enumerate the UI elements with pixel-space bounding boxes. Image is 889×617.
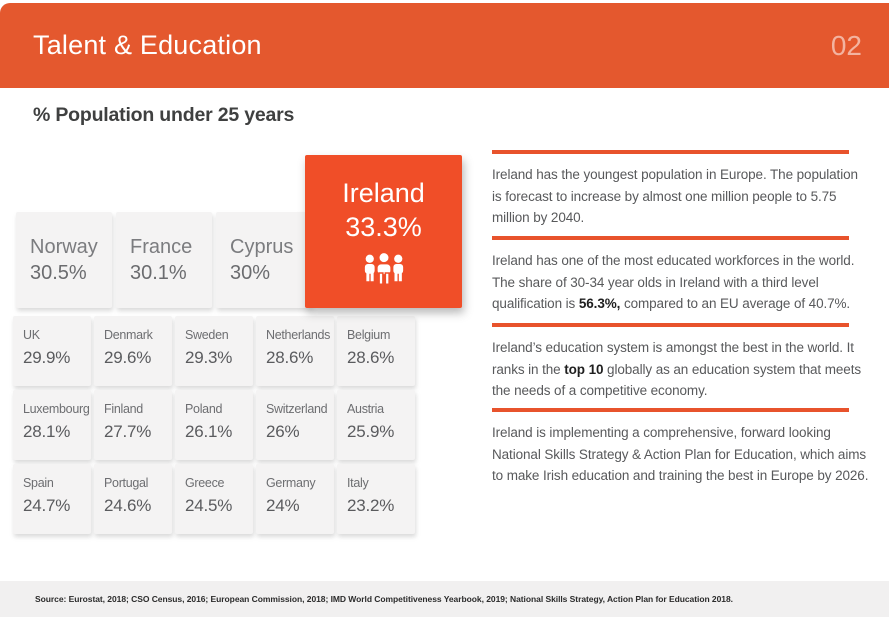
footer-bar — [0, 581, 889, 617]
country-label: Austria — [347, 402, 384, 416]
tile-uk — [13, 316, 91, 386]
tile-austria — [337, 390, 415, 460]
country-label: Portugal — [104, 476, 149, 490]
country-label: Luxembourg — [23, 402, 90, 416]
paragraph-block-skills-strategy — [492, 408, 870, 487]
text-part: globally as an education system that meets the needs of a competitive economy. — [492, 361, 861, 398]
country-label: UK — [23, 328, 40, 342]
country-label: France — [130, 236, 193, 258]
country-value: 30% — [230, 262, 271, 284]
text-part: Ireland has one of the most educated workforces in the world. The share of 30-34 year olds in Ireland with a third level qualification is — [492, 253, 855, 311]
accent-rule — [492, 236, 849, 240]
tile-portugal — [94, 464, 172, 534]
text-part: Ireland is implementing a comprehensive, forward looking National Skills Strategy & Action Plan for Education, which aims to make Irish education and training the best in Europe by 2026. — [492, 425, 869, 483]
country-value: 33.3% — [345, 211, 422, 242]
text-part: Ireland has the youngest population in Europe. The population is forecast to increase by almost one million people to 5.75 million by 2040. — [492, 167, 858, 225]
country-label: Italy — [347, 476, 369, 490]
country-label: Greece — [185, 476, 225, 490]
paragraph-text — [492, 337, 870, 402]
tile-france — [116, 212, 212, 308]
text-bold: top 10 — [564, 361, 604, 377]
country-value: 26% — [266, 422, 300, 441]
tile-ireland-highlight — [305, 155, 462, 308]
country-label: Norway — [30, 236, 98, 258]
country-label: Sweden — [185, 328, 229, 342]
accent-rule — [492, 408, 849, 412]
small-tiles-grid — [13, 316, 415, 534]
text-bold: 56.3%, — [578, 296, 621, 311]
tile-denmark — [94, 316, 172, 386]
country-value: 23.2% — [347, 496, 395, 515]
tile-norway — [16, 212, 112, 308]
country-value: 25.9% — [347, 422, 395, 441]
country-value: 26.1% — [185, 422, 233, 441]
country-value: 27.7% — [104, 422, 152, 441]
tile-greece — [175, 464, 253, 534]
country-label: Cyprus — [230, 236, 294, 258]
country-label: Spain — [23, 476, 54, 490]
tile-cyprus — [216, 212, 312, 308]
tile-switzerland — [256, 390, 334, 460]
country-value: 24.6% — [104, 496, 152, 515]
section-title: % Population under 25 years — [33, 104, 295, 126]
tile-netherlands — [256, 316, 334, 386]
people-group-icon — [360, 251, 408, 286]
tile-italy — [337, 464, 415, 534]
paragraph-text — [492, 250, 870, 315]
country-value: 30.5% — [30, 262, 87, 284]
country-value: 28.6% — [347, 348, 395, 367]
country-label: Belgium — [347, 328, 391, 342]
country-value: 29.3% — [185, 348, 233, 367]
tile-belgium — [337, 316, 415, 386]
country-value: 28.1% — [23, 422, 71, 441]
country-label: Finland — [104, 402, 143, 416]
country-label: Switzerland — [266, 402, 328, 416]
text-part: Ireland’s education system is amongst the best in the world. It ranks in the — [492, 340, 854, 377]
paragraph-block-population — [492, 150, 870, 229]
country-label: Germany — [266, 476, 316, 490]
tile-finland — [94, 390, 172, 460]
paragraph-text — [492, 422, 870, 487]
tile-poland — [175, 390, 253, 460]
paragraph-block-workforce — [492, 236, 870, 315]
accent-rule — [492, 323, 849, 327]
paragraph-text — [492, 164, 870, 229]
country-value: 29.9% — [23, 348, 71, 367]
tile-spain — [13, 464, 91, 534]
tile-luxembourg — [13, 390, 91, 460]
text-part: compared to an EU average of 40.7%. — [620, 296, 851, 311]
tile-germany — [256, 464, 334, 534]
paragraph-block-education-system — [492, 323, 870, 402]
country-value: 24.5% — [185, 496, 233, 515]
country-label: Denmark — [104, 328, 153, 342]
page-number: 02 — [830, 29, 862, 61]
country-label: Ireland — [342, 177, 425, 208]
source-text: Source: Eurostat, 2018; CSO Census, 2016; European Commission, 2018; IMD World Competitiveness Yearbook, 2019; National Skills Strategy, Action Plan for Education 2018. — [35, 594, 733, 604]
country-value: 24% — [266, 496, 300, 515]
country-value: 29.6% — [104, 348, 152, 367]
page-title: Talent & Education — [33, 30, 262, 60]
country-value: 24.7% — [23, 496, 71, 515]
tile-sweden — [175, 316, 253, 386]
country-value: 28.6% — [266, 348, 314, 367]
accent-rule — [492, 150, 849, 154]
header-bar — [0, 3, 889, 88]
country-label: Netherlands — [266, 328, 331, 342]
country-label: Poland — [185, 402, 223, 416]
country-value: 30.1% — [130, 262, 187, 284]
